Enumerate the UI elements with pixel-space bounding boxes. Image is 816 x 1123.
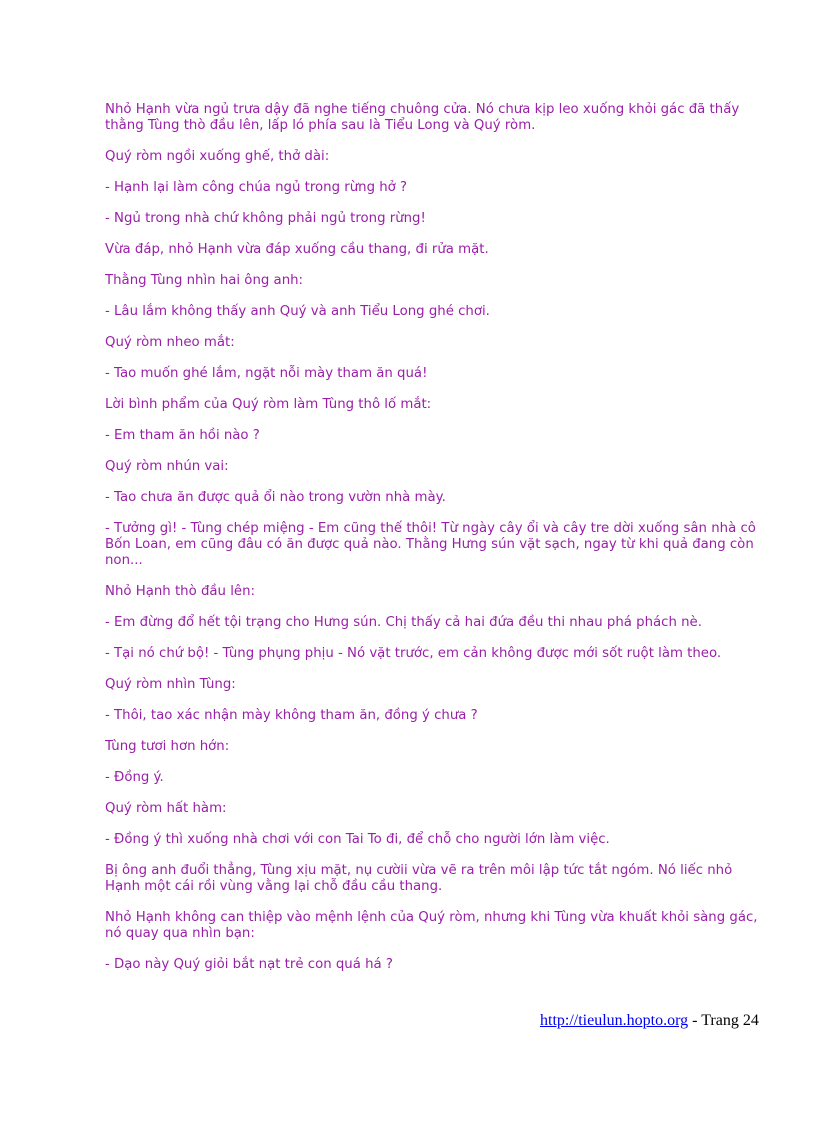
paragraph: - Tao muốn ghé lắm, ngặt nỗi mày tham ăn quá! [105, 366, 428, 381]
paragraph: - Em đừng đổ hết tội trạng cho Hưng sún. Chị thấy cả hai đứa đều thi nhau phá phách nè. [105, 615, 702, 630]
paragraph: - Lâu lắm không thấy anh Quý và anh Tiểu Long ghé chơi. [105, 304, 490, 319]
paragraph: Nhỏ Hạnh không can thiệp vào mệnh lệnh của Quý ròm, nhưng khi Tùng vừa khuất khỏi sàng gác, nó quay qua nhìn bạn: [105, 910, 758, 941]
page-footer [540, 1012, 759, 1030]
paragraph: - Thôi, tao xác nhận mày không tham ăn, đồng ý chưa ? [105, 708, 478, 723]
paragraph: - Ngủ trong nhà chứ không phải ngủ trong rừng! [105, 211, 426, 226]
paragraph: - Tưởng gì! - Tùng chép miệng - Em cũng thế thôi! Từ ngày cây ổi và cây tre dời xuống sân nhà cô Bốn Loan, em cũng đâu có ăn được quả nào. Thằng Hưng sún vặt sạch, ngay từ khi quả đang còn non... [105, 521, 756, 568]
paragraph: Vừa đáp, nhỏ Hạnh vừa đáp xuống cầu thang, đi rửa mặt. [105, 242, 489, 257]
paragraph: Lời bình phẩm của Quý ròm làm Tùng thô lố mắt: [105, 397, 432, 412]
page-number: - Trang 24 [688, 1012, 759, 1029]
paragraph: Quý ròm hất hàm: [105, 801, 227, 816]
paragraph: - Tao chưa ăn được quả ổi nào trong vườn nhà mày. [105, 490, 446, 505]
paragraph: Quý ròm nheo mắt: [105, 335, 235, 350]
paragraph: Quý ròm nhún vai: [105, 459, 229, 474]
paragraph: Bị ông anh đuổi thẳng, Tùng xịu mặt, nụ cườii vừa vẽ ra trên môi lập tức tắt ngóm. Nó liếc nhỏ Hạnh một cái rồi vùng vằng lại chỗ đầu cầu thang. [105, 863, 733, 894]
paragraph: Tùng tươi hơn hớn: [105, 739, 230, 754]
paragraph: Thằng Tùng nhìn hai ông anh: [105, 273, 304, 288]
paragraph: - Dạo này Quý giỏi bắt nạt trẻ con quá há ? [105, 957, 393, 972]
paragraph: - Tại nó chứ bộ! - Tùng phụng phịu - Nó vặt trước, em cản không được mới sốt ruột làm theo. [105, 646, 722, 661]
paragraph: Nhỏ Hạnh vừa ngủ trưa dậy đã nghe tiếng chuông cửa. Nó chưa kịp leo xuống khỏi gác đã thấy thằng Tùng thò đầu lên, lấp ló phía sau là Tiểu Long và Quý ròm. [105, 102, 740, 133]
paragraph: - Em tham ăn hồi nào ? [105, 428, 260, 443]
paragraph: - Đồng ý thì xuống nhà chơi với con Tai To đi, để chỗ cho người lớn làm việc. [105, 832, 610, 847]
paragraph: - Đồng ý. [105, 770, 164, 785]
source-link[interactable]: http://tieulun.hopto.org [540, 1012, 689, 1029]
paragraph: Quý ròm nhìn Tùng: [105, 677, 236, 692]
paragraph: Nhỏ Hạnh thò đầu lên: [105, 584, 255, 599]
paragraph: Quý ròm ngồi xuống ghế, thở dài: [105, 149, 330, 164]
story-text [105, 102, 765, 988]
paragraph: - Hạnh lại làm công chúa ngủ trong rừng hở ? [105, 180, 408, 195]
